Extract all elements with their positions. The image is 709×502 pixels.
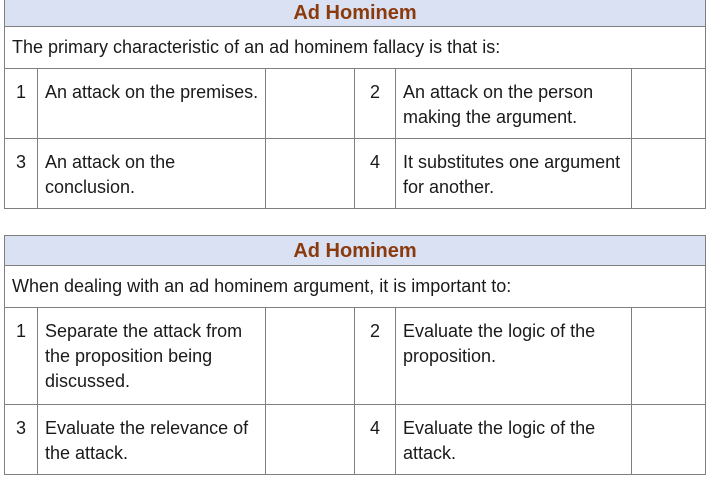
option-text: Evaluate the relevance of the attack. [38, 405, 266, 475]
answer-cell[interactable] [266, 405, 355, 475]
answer-cell[interactable] [266, 308, 355, 405]
option-number: 3 [5, 405, 38, 475]
answer-cell[interactable] [266, 139, 355, 209]
answer-cell[interactable] [632, 69, 706, 139]
option-number: 1 [5, 69, 38, 139]
question-text: When dealing with an ad hominem argument, it is important to: [5, 266, 706, 308]
option-number: 3 [5, 139, 38, 209]
option-number: 2 [355, 308, 396, 405]
question-text: The primary characteristic of an ad hominem fallacy is that is: [5, 27, 706, 69]
quiz-table-1 [4, 0, 706, 209]
option-number: 4 [355, 405, 396, 475]
option-text: Evaluate the logic of the attack. [396, 405, 632, 475]
option-text: An attack on the person making the argument. [396, 69, 632, 139]
option-text: Separate the attack from the proposition being discussed. [38, 308, 266, 405]
option-text: An attack on the premises. [38, 69, 266, 139]
quiz-table-2 [4, 235, 706, 475]
option-text: An attack on the conclusion. [38, 139, 266, 209]
quiz-title: Ad Hominem [5, 0, 706, 27]
answer-cell[interactable] [266, 69, 355, 139]
quiz-title: Ad Hominem [5, 236, 706, 266]
option-number: 1 [5, 308, 38, 405]
option-text: Evaluate the logic of the proposition. [396, 308, 632, 405]
option-text: It substitutes one argument for another. [396, 139, 632, 209]
answer-cell[interactable] [632, 405, 706, 475]
answer-cell[interactable] [632, 139, 706, 209]
option-number: 4 [355, 139, 396, 209]
answer-cell[interactable] [632, 308, 706, 405]
option-number: 2 [355, 69, 396, 139]
